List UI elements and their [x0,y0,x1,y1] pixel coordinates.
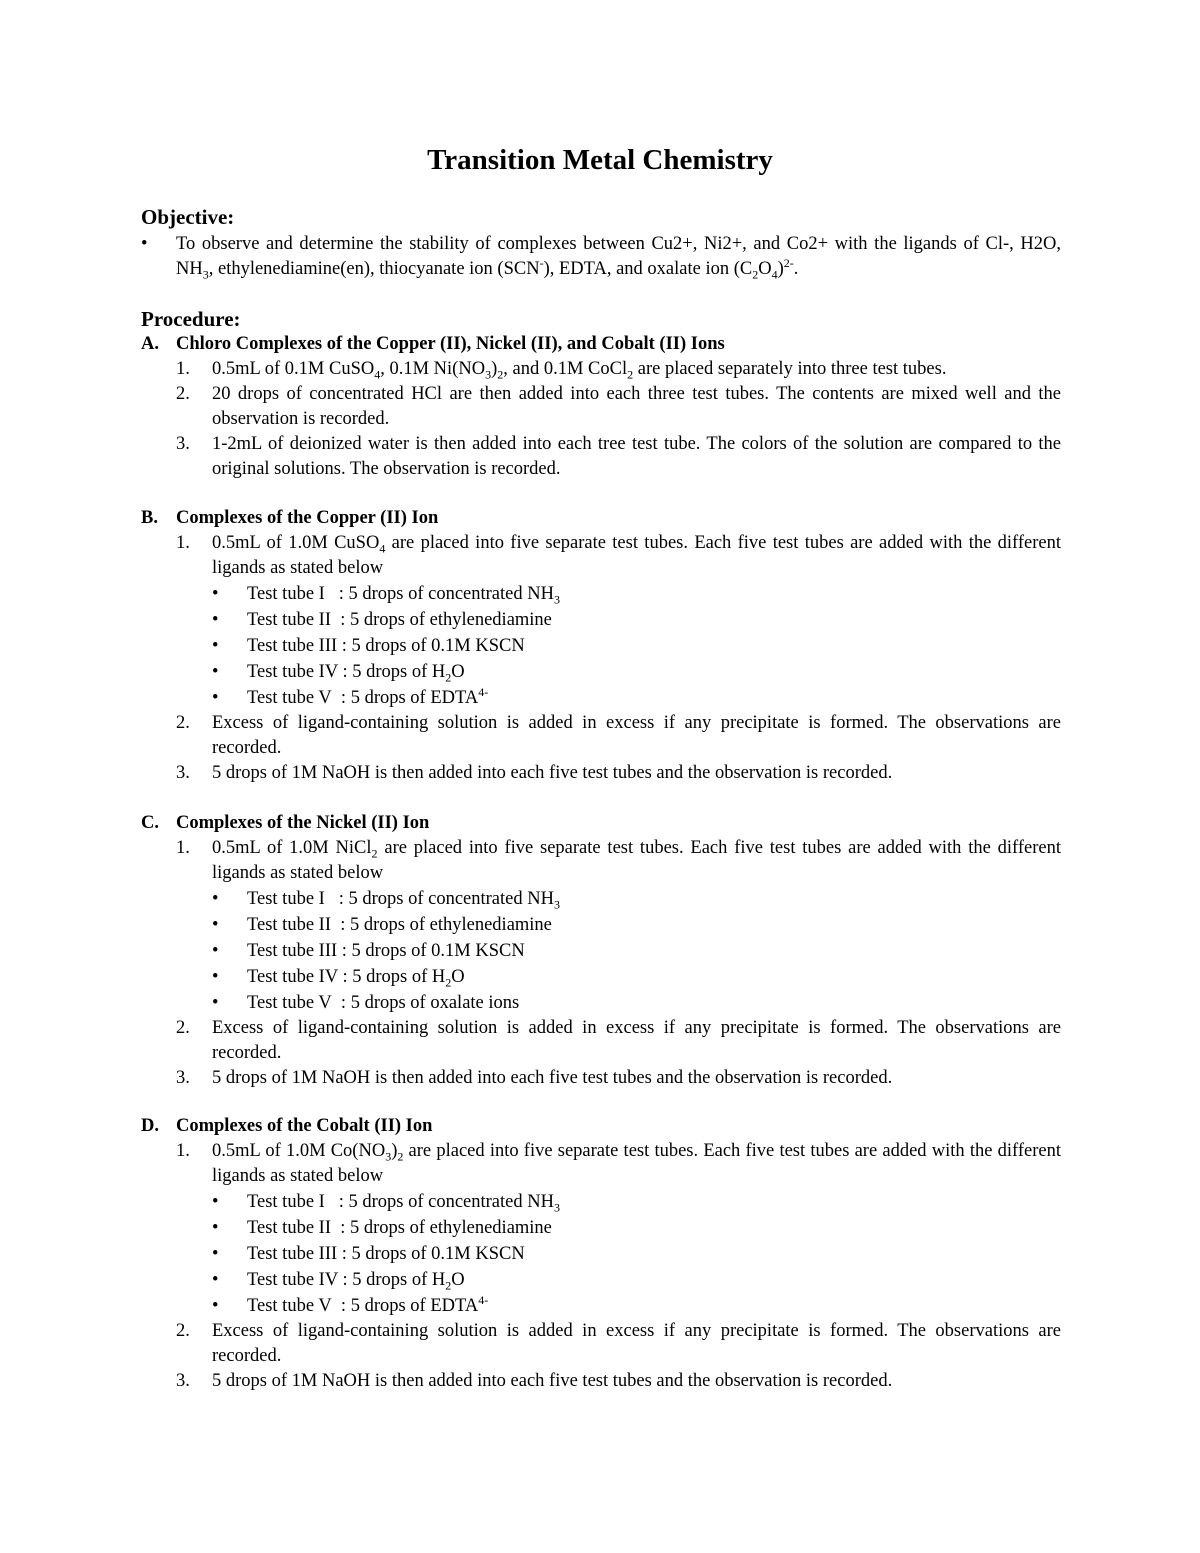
step-text: 1-2mL of deionized water is then added into each tree test tube. The colors of the solution are compared to the original solutions. The observation is recorded. [212,434,1061,479]
test-tube-label: Test tube I : 5 drops of concentrated $NH_3$ [247,584,560,607]
section-letter: C. [141,813,159,833]
test-tube-label: Test tube II : 5 drops of ethylenediamine [247,610,552,630]
test-tube-label: Test tube II : 5 drops of ethylenediamine [247,915,552,935]
step-text: 5 drops of 1M NaOH is then added into each five test tubes and the observation is recorded. [212,763,893,783]
step-text: 5 drops of 1M NaOH is then added into each five test tubes and the observation is recorded. [212,1068,893,1088]
step-number: 2. [176,1018,190,1038]
test-tube-item [212,633,1061,659]
bullet-icon: • [212,889,219,909]
procedure-step [176,531,1061,711]
test-tube-label: Test tube V : 5 drops of oxalate ions [247,993,520,1013]
section-title: Chloro Complexes of the Copper (II), Nickel (II), and Cobalt (II) Ions [176,334,725,354]
step-text: 0.5mL of 1.0M NiCl$_2$ are placed into five separate test tubes. Each five test tubes are added with the different ligands as stated below [212,838,1062,883]
objective-text: To observe and determine the stability of complexes between Cu2+, Ni2+, and Co2+ with the ligands of Cl-, H2O, $NH_3$, ethylenediamine(en), thiocyanate ion (SCN-), EDTA, and oxalate ion $(C_2O_4)^{2-}$. [176,234,1061,282]
procedure-step [176,1319,1061,1369]
bullet-icon: • [212,941,219,961]
section-title: Complexes of the Cobalt (II) Ion [176,1116,433,1136]
bullet-icon: • [212,1270,219,1290]
test-tube-label: Test tube IV : 5 drops of $H_2O$ [247,662,465,685]
bullet-icon: • [212,1244,219,1264]
test-tube-label: Test tube III : 5 drops of 0.1M KSCN [247,636,525,656]
section-title: Complexes of the Copper (II) Ion [176,508,439,528]
section-heading [141,811,1061,836]
procedure-step [176,1139,1061,1319]
section-heading [141,1114,1061,1139]
procedure-step [176,1066,1061,1091]
test-tube-label: Test tube V : 5 drops of $EDTA^{4-}$ [247,684,489,708]
section-letter: D. [141,1116,159,1136]
section-b [141,506,1061,786]
procedure-step [176,1016,1061,1066]
step-text: Excess of ligand-containing solution is added in excess if any precipitate is formed. The observations are recorded. [212,1018,1061,1063]
test-tube-item [212,1267,1061,1293]
procedure-step [176,357,1061,382]
test-tube-list [212,581,1061,711]
procedure-step [176,836,1061,1016]
procedure-step [176,432,1061,482]
test-tube-label: Test tube IV : 5 drops of $H_2O$ [247,1270,465,1293]
step-number: 1. [176,533,190,553]
test-tube-label: Test tube IV : 5 drops of $H_2O$ [247,967,465,990]
section-d [141,1114,1061,1394]
step-number: 3. [176,1371,190,1391]
step-text: Excess of ligand-containing solution is added in excess if any precipitate is formed. The observations are recorded. [212,713,1061,758]
test-tube-label: Test tube I : 5 drops of concentrated $NH_3$ [247,889,560,912]
objective-item [141,232,1061,282]
bullet-icon: • [212,610,219,630]
bullet-icon: • [212,967,219,987]
section-heading [141,506,1061,531]
section-letter: B. [141,508,158,528]
test-tube-item [212,964,1061,990]
test-tube-item [212,659,1061,685]
test-tube-item [212,1293,1061,1319]
test-tube-item [212,938,1061,964]
test-tube-item [212,912,1061,938]
step-number: 2. [176,1321,190,1341]
section-letter: A. [141,334,159,354]
step-number: 2. [176,713,190,733]
step-text: 0.5mL of 1.0M CuSO$_4$ are placed into five separate test tubes. Each five test tubes are added with the different ligands as stated below [212,533,1061,578]
step-text: 5 drops of 1M NaOH is then added into each five test tubes and the observation is recorded. [212,1371,893,1391]
test-tube-item [212,685,1061,711]
test-tube-label: Test tube I : 5 drops of concentrated $NH_3$ [247,1192,560,1215]
procedure-step [176,711,1061,761]
section-title: Complexes of the Nickel (II) Ion [176,813,430,833]
procedure-step [176,761,1061,786]
step-text: 0.5mL of 1.0M $Co(NO_3)_2$ are placed into five separate test tubes. Each five test tubes are added with the different ligands as stated below [212,1141,1061,1186]
test-tube-item [212,1215,1061,1241]
bullet-icon: • [212,584,219,604]
step-number: 2. [176,384,190,404]
section-heading [141,332,1061,357]
procedure-step [176,1369,1061,1394]
step-text: 0.5mL of 0.1M CuSO$_4$, 0.1M $Ni(NO_3)_2$, and 0.1M CoCl$_2$ are placed separately into three test tubes. [212,359,947,382]
bullet-icon: • [212,1296,219,1316]
step-text: 20 drops of concentrated HCl are then added into each three test tubes. The contents are mixed well and the observation is recorded. [212,384,1061,429]
step-number: 3. [176,1068,190,1088]
step-number: 3. [176,434,190,454]
bullet-icon: • [212,1192,219,1212]
test-tube-label: Test tube III : 5 drops of 0.1M KSCN [247,941,525,961]
bullet-icon: • [141,234,148,254]
test-tube-item [212,1189,1061,1215]
objective-heading: Objective: [141,205,235,229]
bullet-icon: • [212,1218,219,1238]
document-title: Transition Metal Chemistry [427,144,773,176]
section-c [141,811,1061,1091]
procedure-heading: Procedure: [141,307,241,331]
test-tube-label: Test tube II : 5 drops of ethylenediamine [247,1218,552,1238]
test-tube-list [212,1189,1061,1319]
bullet-icon: • [212,636,219,656]
test-tube-item [212,990,1061,1016]
section-a [141,332,1061,482]
test-tube-item [212,886,1061,912]
test-tube-label: Test tube III : 5 drops of 0.1M KSCN [247,1244,525,1264]
test-tube-list [212,886,1061,1016]
step-number: 1. [176,359,190,379]
test-tube-item [212,1241,1061,1267]
step-number: 3. [176,763,190,783]
procedure-step [176,382,1061,432]
step-number: 1. [176,1141,190,1161]
step-text: Excess of ligand-containing solution is added in excess if any precipitate is formed. The observations are recorded. [212,1321,1061,1366]
bullet-icon: • [212,688,219,708]
test-tube-item [212,581,1061,607]
test-tube-label: Test tube V : 5 drops of $EDTA^{4-}$ [247,1292,489,1316]
bullet-icon: • [212,662,219,682]
test-tube-item [212,607,1061,633]
step-number: 1. [176,838,190,858]
bullet-icon: • [212,915,219,935]
bullet-icon: • [212,993,219,1013]
